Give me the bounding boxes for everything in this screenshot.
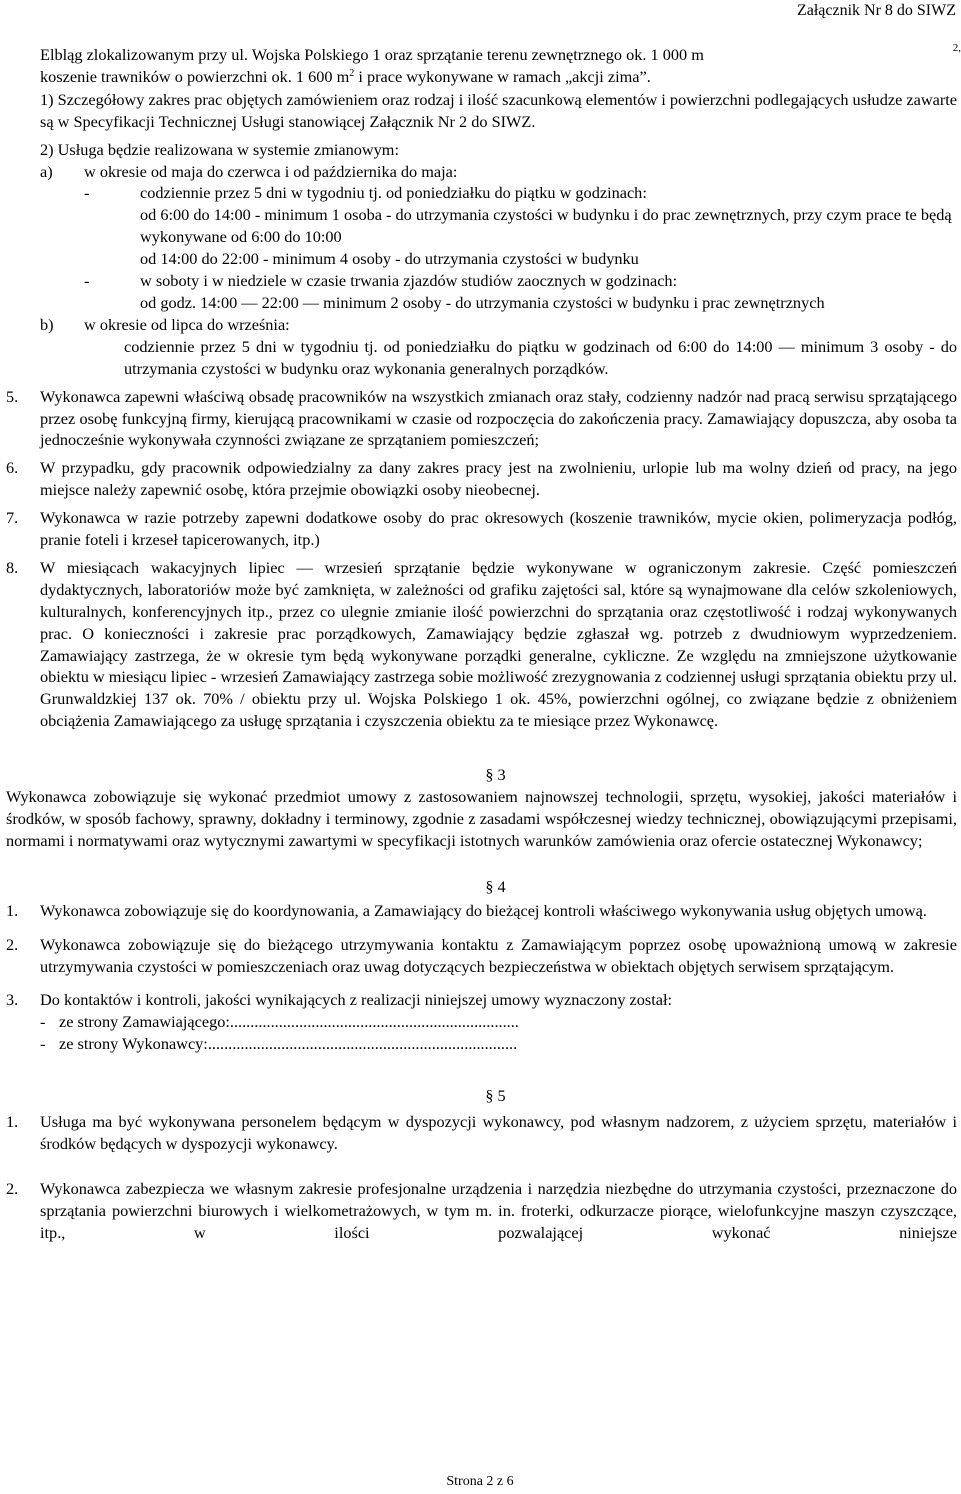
list-item-6-text: W przypadku, gdy pracownik odpowiedzialny za dany zakres pracy jest na zwolnieniu, urlopie lub ma wolny dzień od pracy, na jego miejsce należy zapewnić osobę, która przejmie obowiązki osoby nieobecnej. <box>40 458 957 500</box>
intro-sup-b: 2 <box>349 67 355 79</box>
shift-morning: od 6:00 do 14:00 - minimum 1 osoba - do utrzymania czystości w budynku i do prac zewnętrznych, przy czym prace te będą wykonywane od 6:00 do 10:00 <box>140 205 952 247</box>
document-body <box>6 42 961 1244</box>
list-item-7-text: Wykonawca w razie potrzeby zapewni dodatkowe osoby do prac okresowych (koszenie trawników, mycie okien, polimeryzacja podłóg, pranie foteli i krzeseł tapicerowanych, itp.) <box>40 508 957 550</box>
section-4-item-2-text: Wykonawca zobowiązuje się do bieżącego utrzymywania kontaktu z Zamawiającym poprzez osobę upoważnioną umową w zakresie utrzymywania czystości w pomieszczeniach oraz uwag dotyczących bezpieczeństwa w obiektach objętych serwisem sprzątającym. <box>40 934 957 976</box>
item-2a-dash-1 <box>84 182 957 204</box>
dash-2-text: w soboty i w niedziele w czasie trwania zjazdów studiów zaocznych w godzinach: <box>140 271 678 291</box>
section-5-item-2-text: Wykonawca zabezpiecza we własnym zakresie profesjonalne urządzenia i narzędzia niezbędne do utrzymania czystości, przeznaczone do sprzątania powierzchni biurowych i wielkometrażowych, w tym m. in. froterki, odkurzacze piorące, wielofunkcyjne maszyn czyszczące, itp., w ilości pozwalającej wykonać niniejsze <box>40 1178 957 1242</box>
page-number-footer: Strona 2 z 6 <box>446 1474 514 1489</box>
section-4-item-1-number: 1. <box>6 900 19 920</box>
section-5-item-2-number: 2. <box>6 1178 19 1198</box>
item-2a-text: w okresie od maja do czerwca i od października do maja: <box>84 161 458 181</box>
list-item-8-number: 8. <box>6 557 19 577</box>
contact-dash-2: - <box>40 1034 46 1054</box>
item-1-paragraph: 1) Szczegółowy zakres prac objętych zamówieniem oraz rodzaj i ilość szacunkową elementów i powierzchni podlegających usłudze zawarte są w Specyfikacji Technicznej Usługi stanowiącej Załącznik Nr 2 do SIWZ. <box>40 89 957 131</box>
item-2b-detail: codziennie przez 5 dni w tygodniu tj. od poniedziałku do piątku w godzinach od 6:00 do 14:00 — minimum 3 osoby - do utrzymania czystości w budynku oraz wykonania generalnych porządków. <box>124 336 957 378</box>
contact-zamawiajacy-text: ze strony Zamawiającego:....................................................................... <box>59 1012 519 1032</box>
item-2b-label: b) <box>40 314 54 334</box>
section-4-item-2-number: 2. <box>6 934 19 954</box>
section-3-title: § 3 <box>485 765 506 785</box>
section-4-title: § 4 <box>485 876 506 896</box>
item-2b-row <box>40 314 957 336</box>
list-item-8-text: W miesiącach wakacyjnych lipiec — wrzesień sprzątanie będzie wykonywane w ograniczonym zakresie. Część pomieszczeń dydaktycznych, laboratoriów może być zamknięta, w zależności od grafiku zajętości sal, które są wynajmowane dla celów szkoleniowych, kulturalnych, konferencyjnych itp., przez co ulegnie zmianie ilość powierzchni do sprzątania oraz częstotliwość i rodzaj wykonywanych prac. O konieczności i zakresie prac porządkowych, Zamawiający będzie zgłaszał wg. potrzeb z dwudniowym wyprzedzeniem. Zamawiający zastrzega, że w okresie tym będą wykonywane porządki generalne, cykliczne. Ze względu na zmniejszone użytkowanie obiektu w miesiącu lipiec - wrzesień Zamawiający zastrzega sobie możliwość zrezygnowania z codziennej usługi sprzątania obiektu przy ul. Grunwaldzkiej 137 ok. 70% / obiektu przy ul. Wojska Polskiego 1 ok. 45%, powierzchni ogólnej, co związane będzie z obniżeniem obciążenia Zamawiającego za usługę sprzątania i czyszczenia obiektu za te miesiące przez Wykonawcę. <box>40 557 957 731</box>
item-2a-dash-2 <box>84 270 957 292</box>
section-4-item-3-body <box>40 989 957 1055</box>
list-item-7 <box>6 507 957 551</box>
section-4-item-1-text: Wykonawca zobowiązuje się do koordynowania, a Zamawiający do bieżącej kontroli właściwego wykonywania usług objętych umową. <box>40 900 927 920</box>
intro-paragraph <box>40 42 961 88</box>
list-item-5 <box>6 386 957 452</box>
item-2a-row <box>40 161 957 183</box>
list-item-6 <box>6 457 957 501</box>
section-4-item-3-text: Do kontaktów i kontroli, jakości wynikających z realizacji niniejszej umowy wyznaczony został: <box>40 990 673 1010</box>
contact-dash-1: - <box>40 1012 46 1032</box>
contact-zamawiajacy <box>40 1011 957 1033</box>
item-2b-text: w okresie od lipca do września: <box>84 314 290 334</box>
section-5-item-2 <box>6 1178 957 1244</box>
attachment-header: Załącznik Nr 8 do SIWZ <box>796 2 956 19</box>
contact-wykonawca <box>40 1033 957 1055</box>
shift-afternoon: od 14:00 do 22:00 - minimum 4 osoby - do utrzymania czystości w budynku <box>140 249 639 269</box>
list-item-6-number: 6. <box>6 458 19 478</box>
list-item-5-number: 5. <box>6 386 19 406</box>
dash-1-text: codziennie przez 5 dni w tygodniu tj. od poniedziałku do piątku w godzinach: <box>140 183 647 203</box>
intro-sup-a: 2, <box>952 42 961 54</box>
section-5-item-1 <box>6 1111 957 1155</box>
dash-2-label: - <box>84 271 90 291</box>
section-4-item-3 <box>6 989 957 1055</box>
section-4-item-1 <box>6 900 957 922</box>
section-4-item-2 <box>6 934 957 978</box>
intro-line-2a: koszenie trawników o powierzchni ok. 1 600 m <box>40 66 350 86</box>
section-5-item-1-text: Usługa ma być wykonywana personelem będącym w dyspozycji wykonawcy, pod własnym nadzorem, z użyciem sprzętu, materiałów i środków będących w dyspozycji wykonawcy. <box>40 1112 957 1153</box>
shift-weekend: od godz. 14:00 — 22:00 — minimum 2 osoby - do utrzymania czystości w budynku i prac zewnętrznych <box>140 292 825 312</box>
list-item-8 <box>6 557 957 732</box>
numbered-list-5-8 <box>6 386 957 733</box>
item-2-intro: 2) Usługa będzie realizowana w systemie zmianowym: <box>40 139 399 159</box>
section-4-item-3-number: 3. <box>6 990 19 1010</box>
section-3-text: Wykonawca zobowiązuje się wykonać przedmiot umowy z zastosowaniem najnowszej technologii, sprzętu, wysokiej, jakości materiałów i środków, w sposób fachowy, sprawny, dokładny i terminowy, zgodnie z zasadami współczesnej wiedzy technicznej, obowiązującymi przepisami, normami i normatywami oraz wytycznymi zawartymi w specyfikacji istotnych warunków zamówienia oraz ofercie ostatecznej Wykonawcy; <box>6 787 957 850</box>
list-item-5-text: Wykonawca zapewni właściwą obsadę pracowników na wszystkich zmianach oraz stały, codzienny nadzór nad pracą serwisu sprzątającego przez osobę funkcyjną firmy, kierującą pracownikami w czasie od rozpoczęcia do zakończenia pracy. Zamawiający dopuszcza, aby osoba ta jednocześnie wykonywała czynności związane ze sprzątaniem pomieszczeń; <box>40 386 957 450</box>
intro-line-2b: i prace wykonywane w ramach „akcji zima”. <box>354 66 651 86</box>
item-2a-label: a) <box>40 161 53 181</box>
list-item-7-number: 7. <box>6 508 19 528</box>
section-5-item-1-number: 1. <box>6 1112 19 1132</box>
contact-wykonawca-text: ze strony Wykonawcy:............................................................................ <box>59 1034 518 1054</box>
section-5-title: § 5 <box>485 1086 506 1106</box>
dash-1-label: - <box>84 183 90 203</box>
intro-line-1: Elbląg zlokalizowanym przy ul. Wojska Polskiego 1 oraz sprzątanie terenu zewnętrznego ok. 1 000 m <box>40 45 704 64</box>
item-2-block <box>40 139 957 380</box>
